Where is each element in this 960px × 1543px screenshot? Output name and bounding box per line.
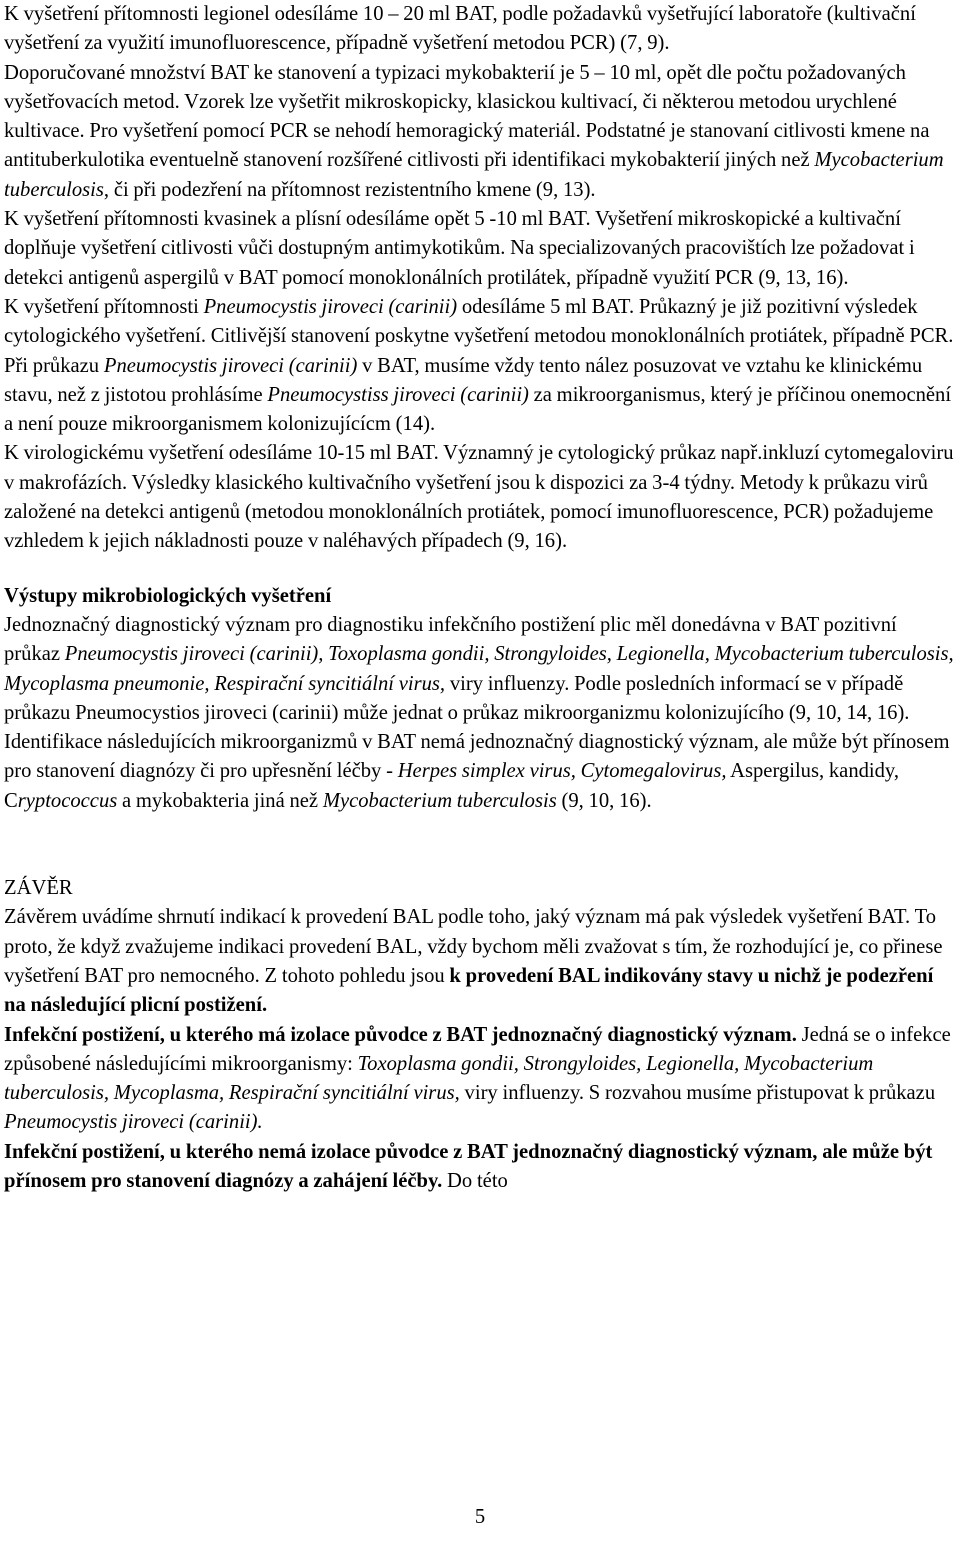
paragraph-diagnostic-significance: Jednoznačný diagnostický význam pro diagnostiku infekčního postižení plic měl donedávna v BAT pozitivní průkaz Pneumocystis jiroveci (carinii), Toxoplasma gondii, Strongyloides, Legionella, Mycobacterium tuberculosis, Mycoplasma pneumonie, Respirační syncitiální virus, viry influenzy. Podle posledních informací se v případě průkazu Pneumocystios jiroveci (carinii) může jednat o průkaz mikroorganizmu kolonizujícího (9, 10, 14, 16). [4, 613, 954, 724]
section-heading-conclusion: ZÁVĚR [4, 877, 73, 900]
paragraph-infection-definitive: Infekční postižení, u kterého má izolace původce z BAT jednoznačný diagnostický význam. Jedná se o infekce způsobené následujícími mikroorganismy: Toxoplasma gondii, Strongyloides, Legionella, Mycobacterium tuberculosis, Mycoplasma, Respirační syncitiální virus, viry influenzy. S rozvahou musíme přistupovat k průkazu Pneumocystis jiroveci (carinii). [4, 1023, 951, 1134]
paragraph-yeasts-molds: K vyšetření přítomnosti kvasinek a plísní odesíláme opět 5 -10 ml BAT. Vyšetření mikroskopické a kultivační doplňuje vyšetření citlivosti vůči dostupným antimykotikům. Na specializovaných pracovištích lze požadovat i detekci antigenů aspergilů v BAT pomocí monoklonálních protilátek, případně využití PCR (9, 13, 16). [4, 208, 915, 289]
paragraph-mycobacteria: Doporučované množství BAT ke stanovení a typizaci mykobakterií je 5 – 10 ml, opět dle počtu požadovaných vyšetřovacích metod. Vzorek lze vyšetřit mikroskopicky, klasickou kultivací, či některou metodou urychlené kultivace. Pro vyšetření pomocí PCR se nehodí hemoragický materiál. Podstatné je stanovaní citlivosti kmene na antituberkulotika eventuelně stanovení rozšířené citlivosti při identifikaci mykobakterií jiných než Mycobacterium tuberculosis, či při podezření na přítomnost rezistentního kmene (9, 13). [4, 61, 944, 201]
page-number: 5 [474, 1506, 486, 1528]
paragraph-infection-nondefinitive: Infekční postižení, u kterého nemá izolace původce z BAT jednoznačný diagnostický význam, ale může být přínosem pro stanovení diagnózy a zahájení léčby. Do této [4, 1140, 933, 1192]
paragraph-pneumocystis: K vyšetření přítomnosti Pneumocystis jiroveci (carinii) odesíláme 5 ml BAT. Průkazný je již pozitivní výsledek cytologického vyšetření. Citlivější stanovení poskytne vyšetření metodou monoklonálních protiátek, případně PCR. Při průkazu Pneumocystis jiroveci (carinii) v BAT, musíme vždy tento nález posuzovat ve vztahu ke klinickému stavu, než z jistotou prohlásíme Pneumocystiss jiroveci (carinii) za mikroorganismus, který je příčinou onemocnění a není pouze mikroorganismem kolonizujícícm (14). [4, 295, 954, 436]
spacer [4, 816, 956, 874]
paragraph-identification: Identifikace následujících mikroorganizmů v BAT nemá jednoznačný diagnostický význam, ale může být přínosem pro stanovení diagnózy či pro upřesnění léčby - Herpes simplex virus, Cytomegalovirus, Aspergilus, kandidy, Cryptococcus a mykobakteria jiná než Mycobacterium tuberculosis (9, 10, 16). [4, 731, 950, 812]
section-heading-outputs: Výstupy mikrobiologických vyšetření [4, 584, 332, 607]
spacer [4, 557, 956, 582]
paragraph-conclusion-summary: Závěrem uvádíme shrnutí indikací k provedení BAL podle toho, jaký význam má pak výsledek vyšetření BAT. To proto, že když zvažujeme indikaci provedení BAL, vždy bychom měli zvažovat s tím, že rozhodující je, co přinese vyšetření BAT pro nemocného. Z tohoto pohledu jsou k provedení BAL indikovány stavy u nichž je podezření na následující plicní postižení. [4, 906, 943, 1017]
paragraph-virology: K virologickému vyšetření odesíláme 10-15 ml BAT. Významný je cytologický průkaz např.inkluzí cytomegaloviru v makrofázích. Výsledky klasického kultivačního vyšetření jsou k dispozici za 3-4 týdny. Metody k průkazu virů založené na detekci antigenů (metodou monoklonálních protiátek, pomocí imunofluorescence, PCR) požadujeme vzhledem k jejich nákladnosti pouze v naléhavých případech (9, 16). [4, 442, 954, 553]
document-page [4, 0, 956, 1196]
paragraph-legionella: K vyšetření přítomnosti legionel odesíláme 10 – 20 ml BAT, podle požadavků vyšetřující laboratoře (kultivační vyšetření za využití imunofluorescence, případně vyšetření metodou PCR) (7, 9). [4, 3, 916, 55]
